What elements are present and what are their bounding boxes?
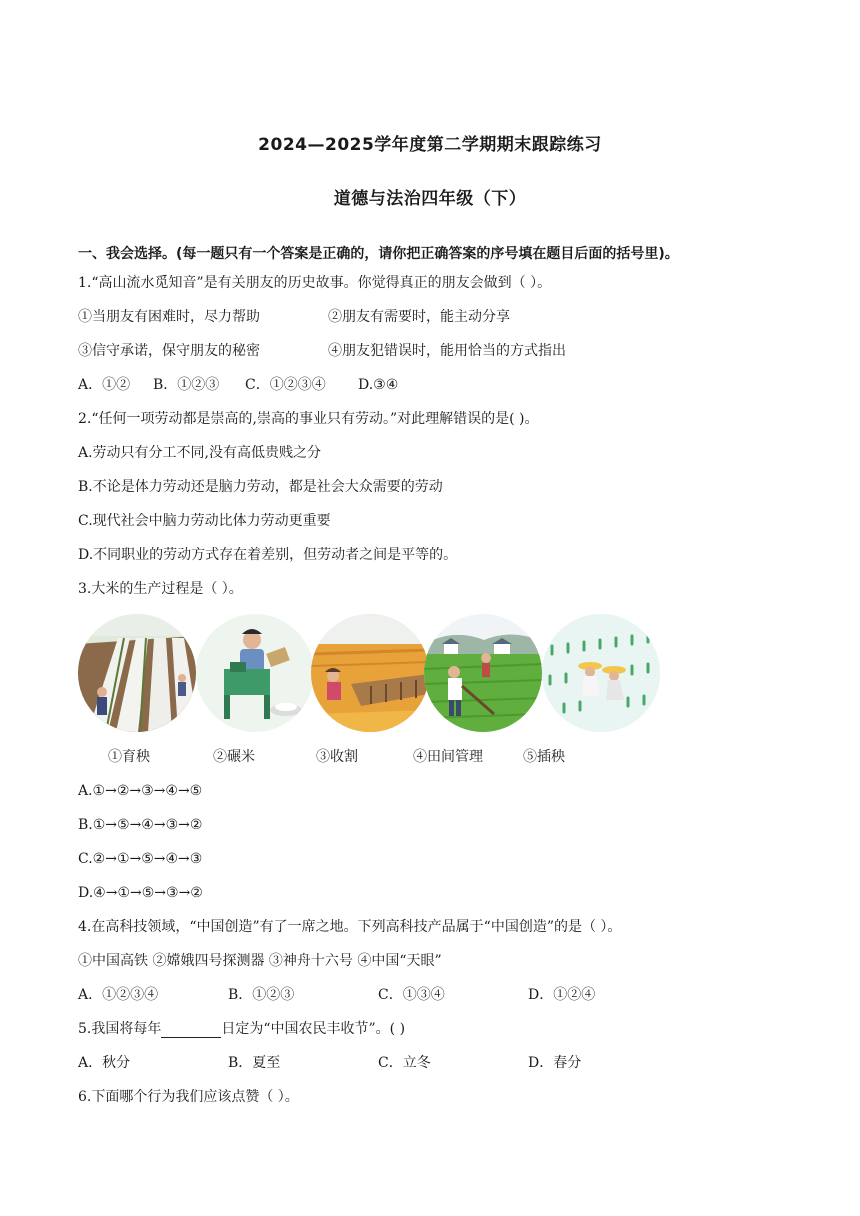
q5-choice-c: C．立冬	[378, 1055, 431, 1071]
q3-choice-b: B.①→⑤→④→③→②	[78, 817, 203, 833]
rice-milling-picture	[196, 614, 314, 732]
caption-milling: ②碾米	[213, 749, 255, 765]
q3-choice-c: C.②→①→⑤→④→③	[78, 851, 203, 867]
q2-choice-c: C.现代社会中脑力劳动比体力劳动更重要	[78, 513, 331, 529]
q5-choice-a: A．秋分	[78, 1055, 131, 1071]
q1-choice-a: A．①②	[78, 377, 131, 393]
q1-option-4: ④朋友犯错误时，能用恰当的方式指出	[328, 343, 566, 359]
field-management-picture	[424, 614, 542, 732]
q5-fill-blank	[161, 1023, 221, 1038]
q4-choice-a: A．①②③④	[78, 987, 159, 1003]
q1-option-1: ①当朋友有困难时，尽力帮助	[78, 309, 260, 325]
q1-choices	[78, 376, 778, 394]
caption-field-management: ④田间管理	[413, 749, 483, 765]
q2-stem: 2.“任何一项劳动都是崇高的,崇高的事业只有劳动。”对此理解错误的是( )。	[78, 411, 539, 427]
q5-choice-d: D．春分	[528, 1055, 582, 1071]
q5-choices	[78, 1054, 778, 1072]
q3-choice-a: A.①→②→③→④→⑤	[78, 783, 203, 799]
q1-option-3: ③信守承诺，保守朋友的秘密	[78, 343, 260, 359]
caption-harvest: ③收割	[316, 749, 358, 765]
q2-choice-a: A.劳动只有分工不同,没有高低贵贱之分	[78, 445, 322, 461]
exam-subtitle: 道德与法治四年级（下）	[333, 189, 527, 209]
q1-options-row1	[78, 308, 778, 326]
q1-option-2: ②朋友有需要时，能主动分享	[328, 309, 510, 325]
exam-title: 2024—2025学年度第二学期期末跟踪练习	[258, 135, 602, 155]
q4-items: ①中国高铁 ②嫦娥四号探测器 ③神舟十六号 ④中国“天眼”	[78, 953, 442, 969]
q5-stem-after: 日定为“中国农民丰收节”。( )	[221, 1021, 406, 1037]
q3-choice-d: D.④→①→⑤→③→②	[78, 885, 203, 901]
q4-stem: 4.在高科技领域，“中国创造”有了一席之地。下列高科技产品属于“中国创造”的是（ ）。	[78, 919, 622, 935]
caption-transplanting: ⑤插秧	[523, 749, 565, 765]
q5-choice-b: B．夏至	[228, 1055, 281, 1071]
transplanting-picture	[542, 614, 660, 732]
q1-options-row2	[78, 342, 778, 360]
q3-stem: 3.大米的生产过程是（ ）。	[78, 581, 243, 597]
q1-stem: 1.“高山流水觅知音”是有关朋友的历史故事。你觉得真正的朋友会做到（ ）。	[78, 275, 552, 291]
q1-choice-b: B．①②③	[153, 377, 220, 393]
harvest-picture	[311, 614, 429, 732]
q4-choices	[78, 986, 778, 1004]
q4-choice-b: B．①②③	[228, 987, 295, 1003]
q4-choice-d: D．①②④	[528, 987, 596, 1003]
q5-stem	[78, 1020, 405, 1038]
q2-choice-b: B.不论是体力劳动还是脑力劳动，都是社会大众需要的劳动	[78, 479, 443, 495]
caption-seedling: ①育秧	[108, 749, 150, 765]
q2-choice-d: D.不同职业的劳动方式存在着差别，但劳动者之间是平等的。	[78, 547, 458, 563]
section-heading: 一、我会选择。(每一题只有一个答案是正确的，请你把正确答案的序号填在题目后面的括号里)。	[78, 246, 679, 262]
seedling-picture	[78, 614, 196, 732]
q1-choice-c: C．①②③④	[245, 377, 326, 393]
q6-stem: 6.下面哪个行为我们应该点赞（ ）。	[78, 1089, 299, 1105]
q5-stem-before: 5.我国将每年	[78, 1021, 162, 1037]
q4-choice-c: C．①③④	[378, 987, 445, 1003]
q1-choice-d: D.③④	[358, 377, 399, 393]
